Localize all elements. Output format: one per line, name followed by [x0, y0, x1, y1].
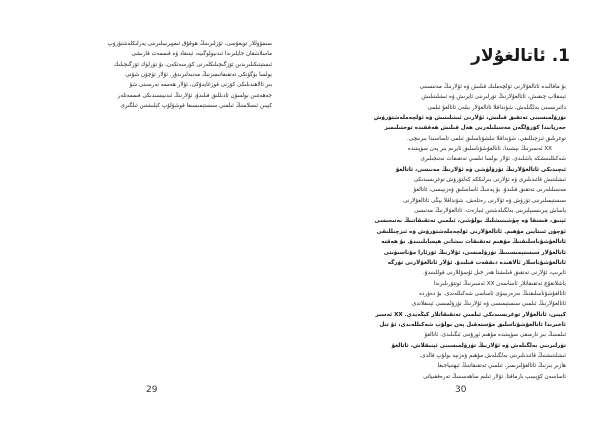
text-line: ئاساسەن كۆپىيىپ بارماقتا. ئۇلار ئىلىم ساھەسىنىڭ تەرەققىياتى — [423, 373, 566, 380]
text-line: جەھەتتىن بولسۇن ئادىللىق قىلىدۇ، ئۇلارنىڭ ئىدىيىسىدىكى قىممەتلەر — [117, 92, 272, 99]
text-line: ئاتالغۇشۇناسلىقنىڭ مۇھىم تەتقىقات نىشانى ھېسابلىنىدۇ. بۇ ھەقتە — [381, 239, 566, 246]
text-line: XX ئەسىرنىڭ بېشىدا، ئاتالغۇشۇناسلىق ئايرىم بىر پەن سۈپىتىدە — [407, 146, 552, 153]
text-line: كېيىن، ئاتالغۇلار توغرىسىدىكى ئىلمىي تەتقىقاتلار كېڭەيدى. XX ئەسىر — [375, 311, 566, 318]
page-number-left: 29 — [146, 385, 158, 395]
text-line: تۈرلىرىنى بەلگىلەش ۋە ئۇلارنىڭ تۈزۈلمىسىنى ئېنىقلاش، ئاتالغۇ — [391, 342, 566, 349]
text-line: بولسا بۈگۈنكى تەتقىقاتىمىزنىڭ مەنبەلىرىدۇر. ئۇلار ئۈچۈن شۇنى — [125, 72, 272, 79]
text-line: ئىچىدىكى ئاتالغۇلارنىڭ تۈزۈلۈشى ۋە ئۇلارنىڭ مەنىسى، ئاتالغۇ — [395, 166, 566, 173]
text-line: ئايرىپ، ئۇلارنى تەتقىق قىلىشتا ھەر خىل ئۇسۇللارنى قوللىنىدۇ. — [423, 270, 566, 277]
page-number-right: 30 — [455, 385, 467, 395]
text-line: ھازىر بىزنىڭ ئاتالغۇلىرىمىز، ئىلمىي تەتقىقاتنىڭ ئېھتىياجىغا — [437, 363, 566, 370]
text-line: سىستېمىلىرىنى تۈزۈش ۋە ئۇلارنى رەتلەش، شۇنداقلا يېڭى ئاتالغۇلارنى — [403, 197, 566, 204]
text-line: ئۈچۈن ئىنتايىن مۇھىم. ئاتالغۇلارنى ئۆلچەملەشتۈرۈش ۋە ئىزچىللىقى — [376, 228, 566, 235]
page-gutter — [299, 0, 300, 424]
text-line: بۇ ماقالىدە ئاتالغۇلارنى ئۆلچەملىك قىلىش ۋە ئۇلارنىڭ مەنىسىنى — [419, 84, 566, 90]
text-line: جەريانىدا كۆرۈلگەن مەسىلىلەرنى ھەل قىلىش ھەققىدە توختىلىمىز — [384, 125, 566, 132]
text-line: باشلانغۇچ تەتقىقاتلار ئاساسەن XX ئەسىرنىڭ ئوتتۇرىلىرىدا — [433, 280, 566, 287]
text-line: توغرىلىق ئىزچىللىقى، شۇنداقلا تىلشۇناسلىق ئىلمى ئاساسىدا بىرىنچى. — [407, 135, 566, 142]
text-line: ئاتالغۇشۇناسلىقنىڭ نەزەرىيىۋى ئاساسى شەكىللەندى. بۇ دەۋردە — [419, 290, 566, 297]
text-line: كېيىن ئىسلامنىڭ ئىلمىي سىستېمىسىغا قوشۇلۇپ كېلىشتىن ئىلگىرى — [120, 103, 272, 110]
text-line: تۈزۈلمىسىنى تەتقىق قىلىش، ئۇلارنى ئىشلىتىش ۋە ئۆلچەملەشتۈرۈش — [373, 115, 566, 122]
chapter-heading: 1. ئاتالغۇلار — [471, 46, 570, 66]
text-line: شەكىللىنىشكە باشلىدى. ئۇلار بولسا ئىلمىي تەتقىقات نەتىجىلىرى — [420, 156, 566, 163]
text-line: ئىشلىتىشنىڭ قائىدىلىرىنى بەلگىلەش مۇھىم ۋەزىپە بولۇپ قالدى. — [419, 352, 566, 359]
text-line: دائىرىسىنى بەلگىلەش، شۇنداقلا ئاتالغۇلار بىلەن ئاتالغۇ ئىلمى — [427, 104, 566, 111]
text-line: ئىستېتىكىلىرىدىن ئۆزگىچىلىكلەرنى كۆرسەتكەن، بۇ تۈرلۈك ئۆزگىچىلىك — [113, 61, 272, 68]
text-line: ئاخىرىدا ئاتالغۇشۇناسلىق مۇستەقىل پەن بولۇپ شەكىللەندى، ئۇ تىل — [379, 321, 566, 328]
right-page-text — [330, 82, 566, 382]
text-line: ياساش پىرىنسىپلىرىنى بەلگىلەشتىن ئىبارەت. ئاتالغۇلارنىڭ مەنىسى — [414, 208, 566, 215]
text-line: ئاتالغۇشۇناسلار ئالاھىدە دىققەت قىلىدۇ. ئۇلار ئاتالغۇلارنى تۈرگە — [387, 259, 566, 266]
text-line: ئېنىق، قىسقا ۋە چۈشىنىشلىك بولۇشى، ئىلمىي تەتقىقاتنىڭ نەتىجىسى — [374, 218, 566, 225]
text-line: ئاتالغۇلارنىڭ ئىلمىي سىستېمىسى ۋە ئۇلارنىڭ تۈزۈلمىسى ئېنىقلاندى — [411, 301, 566, 308]
text-line: بىر ئالاھىدىلىكى كۆزنى قوزغايدۇكى، ئۇلار ھەممە نەرسىنى شۇ — [129, 82, 272, 89]
left-page-text — [28, 39, 272, 111]
text-line: مەسىلىلەرنى تەتقىق قىلىدۇ. بۇ پەننىڭ ئاساسلىق ۋەزىپىسى، ئاتالغۇ — [413, 187, 566, 194]
text-line: ئىشلىتىش قائىدىلىرى ۋە ئۇلارنى بىرلىككە كەلتۈرۈش توغرىسىدىكى — [413, 177, 566, 184]
text-line: ماسلاشقان جايلىرىدا ئىدىيولوگىيە، ئېتىقاد ۋە قىممەت قارىشى — [131, 51, 272, 58]
text-line: ئىلمىنىڭ بىر تارمىقى سۈپىتىدە مۇھىم ئورۇننى ئىگىلىدى. ئاتالغۇ — [424, 332, 566, 339]
text-line: ئاتالغۇلار سىستېمىسىنىڭ تۈزۈلمىسى، ئۇلارنىڭ ئۆزئارا مۇناسىۋىتى — [383, 249, 566, 256]
text-line: سىمۋوللار تويغۇسى، ئۆزلىرىنىڭ ھوقۇق ئىمپېرىيىلىرىنى يەرلىكلەشتۈرۈپ — [107, 41, 272, 47]
text-line: ئېنىقلاپ چىقىش، ئاتالغۇلارنىڭ تۈرلىرىنى ئايرىش ۋە ئىشلىتىلىش — [421, 94, 566, 101]
